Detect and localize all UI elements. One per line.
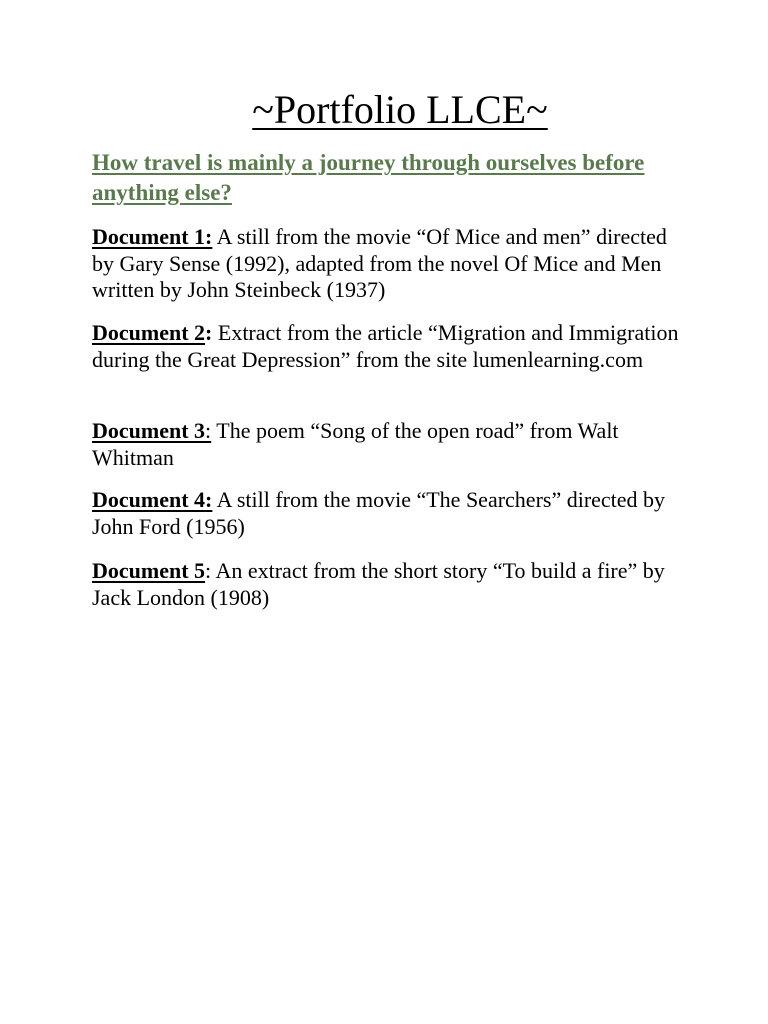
document-entry-4 [92, 487, 692, 540]
document-entry-2 [92, 320, 692, 373]
document-description: An extract from the short story “To build a fire” by Jack London (1908) [92, 558, 665, 610]
document-label-colon: : [205, 320, 213, 345]
document-entry-1 [92, 224, 692, 304]
document-description: The poem “Song of the open road” from Walt Whitman [92, 418, 619, 470]
document-label: Document 1 [92, 224, 206, 249]
document-label-colon: : [205, 418, 212, 443]
document-entry-3 [92, 418, 692, 471]
document-description: Extract from the article “Migration and Immigration during the Great Depression” from the site lumenlearning.com [92, 320, 679, 372]
document-entry-5 [92, 558, 692, 611]
portfolio-question: How travel is mainly a journey through ourselves before anything else? [92, 150, 645, 205]
document-label: Document 4 [92, 487, 206, 512]
document-description: A still from the movie “Of Mice and men” directed by Gary Sense (1992), adapted from the novel Of Mice and Men written by John Steinbeck (1937) [92, 224, 667, 302]
document-label-colon: : [205, 224, 213, 249]
document-label-colon: : [205, 558, 212, 583]
page-title: ~Portfolio LLCE~ [252, 87, 548, 132]
document-description: A still from the movie “The Searchers” directed by John Ford (1956) [92, 487, 666, 539]
document-label: Document 5 [92, 558, 206, 583]
document-label: Document 2 [92, 320, 206, 345]
document-label-colon: : [205, 487, 213, 512]
document-label: Document 3 [92, 418, 206, 443]
